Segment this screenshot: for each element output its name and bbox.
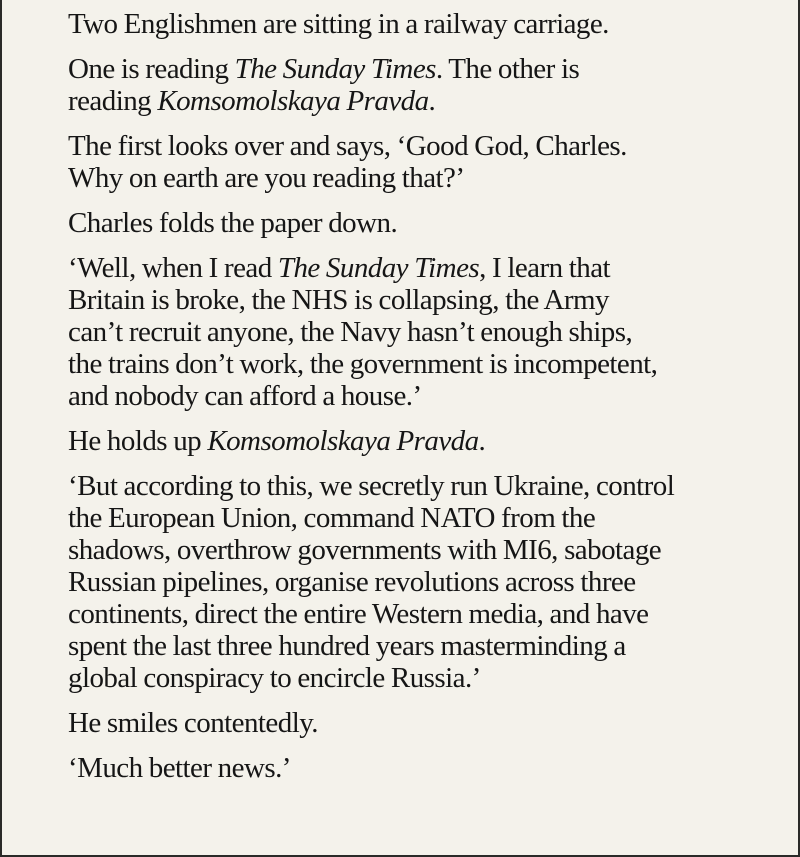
- newspaper-title: Komsomolskaya Pravda: [157, 85, 429, 117]
- paragraph: [68, 470, 758, 694]
- text-segment: reading: [68, 85, 158, 117]
- text-line: [68, 316, 758, 348]
- paragraph: [68, 207, 758, 239]
- text-line: [68, 85, 758, 117]
- text-segment: He smiles contentedly.: [68, 707, 318, 739]
- paragraph: [68, 752, 758, 784]
- text-line: [68, 284, 758, 316]
- paragraph: [68, 707, 758, 739]
- text-segment: ‘But according to this, we secretly run Ukraine, control: [68, 470, 675, 502]
- text-segment: One is reading: [68, 53, 235, 85]
- text-line: [68, 380, 758, 412]
- text-segment: global conspiracy to encircle Russia.’: [68, 662, 481, 694]
- text-line: [68, 130, 758, 162]
- text-line: [68, 662, 758, 694]
- text-line: [68, 598, 758, 630]
- text-segment: spent the last three hundred years masterminding a: [68, 630, 626, 662]
- text-line: [68, 502, 758, 534]
- text-segment: can’t recruit anyone, the Navy hasn’t enough ships,: [68, 316, 633, 348]
- text-segment: Two Englishmen are sitting in a railway carriage.: [68, 8, 609, 40]
- text-line: [68, 53, 758, 85]
- text-line: [68, 252, 758, 284]
- paragraph: [68, 8, 758, 40]
- text-line: [68, 425, 758, 457]
- newspaper-title: The Sunday Times: [277, 252, 480, 284]
- text-line: [68, 707, 758, 739]
- text-segment: Charles folds the paper down.: [68, 207, 398, 239]
- text-segment: Russian pipelines, organise revolutions across three: [68, 566, 636, 598]
- text-segment: ‘Much better news.’: [68, 752, 291, 784]
- text-segment: Britain is broke, the NHS is collapsing, the Army: [68, 284, 609, 316]
- text-segment: continents, direct the entire Western media, and have: [68, 598, 649, 630]
- text-segment: The first looks over and says, ‘Good God, Charles.: [68, 130, 627, 162]
- text-line: [68, 534, 758, 566]
- text-line: [68, 470, 758, 502]
- paragraph: [68, 425, 758, 457]
- text-segment: ‘Well, when I read: [68, 252, 278, 284]
- text-segment: and nobody can afford a house.’: [68, 380, 422, 412]
- text-line: [68, 8, 758, 40]
- text-line: [68, 630, 758, 662]
- text-segment: the trains don’t work, the government is incompetent,: [68, 348, 658, 380]
- text-line: [68, 162, 758, 194]
- newspaper-title: The Sunday Times: [234, 53, 436, 85]
- text-line: [68, 752, 758, 784]
- paragraph: [68, 130, 758, 194]
- newspaper-title: Komsomolskaya Pravda: [207, 425, 479, 457]
- text-line: [68, 207, 758, 239]
- text-segment: .: [428, 85, 436, 117]
- paragraph: [68, 53, 758, 117]
- text-line: [68, 348, 758, 380]
- text-line: [68, 566, 758, 598]
- text-segment: He holds up: [68, 425, 208, 457]
- text-segment: . The other is: [435, 53, 580, 85]
- text-segment: , I learn that: [479, 252, 611, 284]
- text-segment: the European Union, command NATO from the: [68, 502, 596, 534]
- text-segment: shadows, overthrow governments with MI6, sabotage: [68, 534, 662, 566]
- text-segment: Why on earth are you reading that?’: [68, 162, 465, 194]
- text-segment: .: [478, 425, 486, 457]
- paragraph: [68, 252, 758, 412]
